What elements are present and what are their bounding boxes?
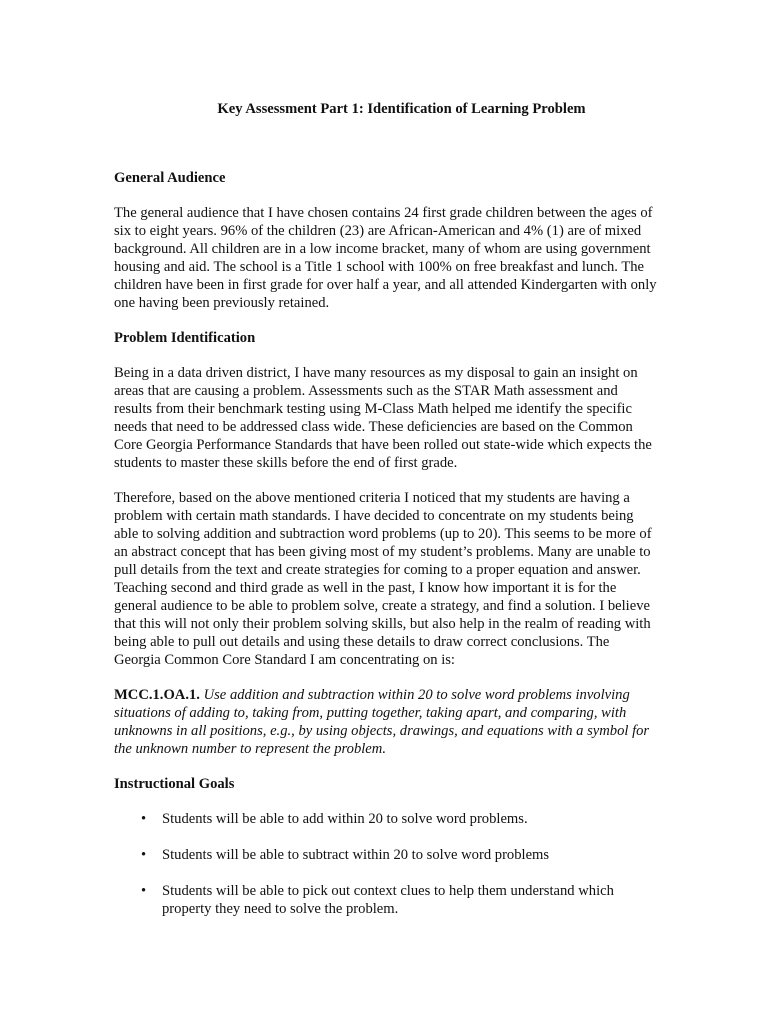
list-item: [114, 882, 659, 918]
bullet-icon: •: [141, 811, 147, 827]
standard-text: Use addition and subtraction within 20 to solve word problems involving situations of adding to, taking from, putting together, taking apart, and comparing, with unknowns in all positions, e.g., by using objects, drawings, and equations with a symbol for the unknown number to represent the problem.: [114, 687, 650, 757]
section-heading-problem-identification: Problem Identification: [114, 330, 256, 346]
goal-text: Students will be able to pick out context clues to help them understand which property they need to solve the problem.: [162, 883, 614, 917]
section-heading-instructional-goals: Instructional Goals: [114, 776, 235, 792]
standard-code: MCC.1.OA.1.: [114, 687, 200, 703]
bullet-icon: •: [141, 847, 147, 863]
problem-identification-paragraph-2: Therefore, based on the above mentioned criteria I noticed that my students are having a problem with certain math standards. I have decided to concentrate on my students being able to solving addition and subtraction word problems (up to 20). This seems to be more of an abstract concept that has been giving most of my student’s problems. Many are unable to pull details from the text and create strategies for coming to a proper equation and answer. Teaching second and third grade as well in the past, I know how important it is for the general audience to be able to problem solve, create a strategy, and find a solution. I believe that this will not only their problem solving skills, but also help in the realm of reading with being able to pull out details and using these details to draw correct conclusions. The Georgia Common Core Standard I am concentrating on is:: [114, 490, 652, 668]
section-heading-general-audience: General Audience: [114, 170, 226, 186]
goal-text: Students will be able to add within 20 to solve word problems.: [162, 811, 528, 827]
list-item: [114, 810, 659, 828]
bullet-icon: •: [141, 883, 147, 899]
problem-identification-paragraph-1: Being in a data driven district, I have many resources as my disposal to gain an insight on areas that are causing a problem. Assessments such as the STAR Math assessment and results from their benchmark testing using M-Class Math helped me identify the specific needs that need to be addressed class wide. These deficiencies are based on the Common Core Georgia Performance Standards that have been rolled out state-wide which expects the students to master these skills before the end of first grade.: [114, 365, 652, 471]
instructional-goals-list: [114, 810, 659, 918]
goal-text: Students will be able to subtract within 20 to solve word problems: [162, 847, 550, 863]
document-title: Key Assessment Part 1: Identification of Learning Problem: [217, 101, 586, 117]
list-item: [114, 846, 659, 864]
general-audience-paragraph: The general audience that I have chosen contains 24 first grade children between the ages of six to eight years. 96% of the children (23) are African-American and 4% (1) are of mixed background. All children are in a low income bracket, many of whom are using government housing and aid. The school is a Title 1 school with 100% on free breakfast and lunch. The children have been in first grade for over half a year, and all attended Kindergarten with only one having been previously retained.: [114, 205, 657, 311]
standard-citation: [114, 686, 659, 758]
document-body: [114, 100, 659, 936]
